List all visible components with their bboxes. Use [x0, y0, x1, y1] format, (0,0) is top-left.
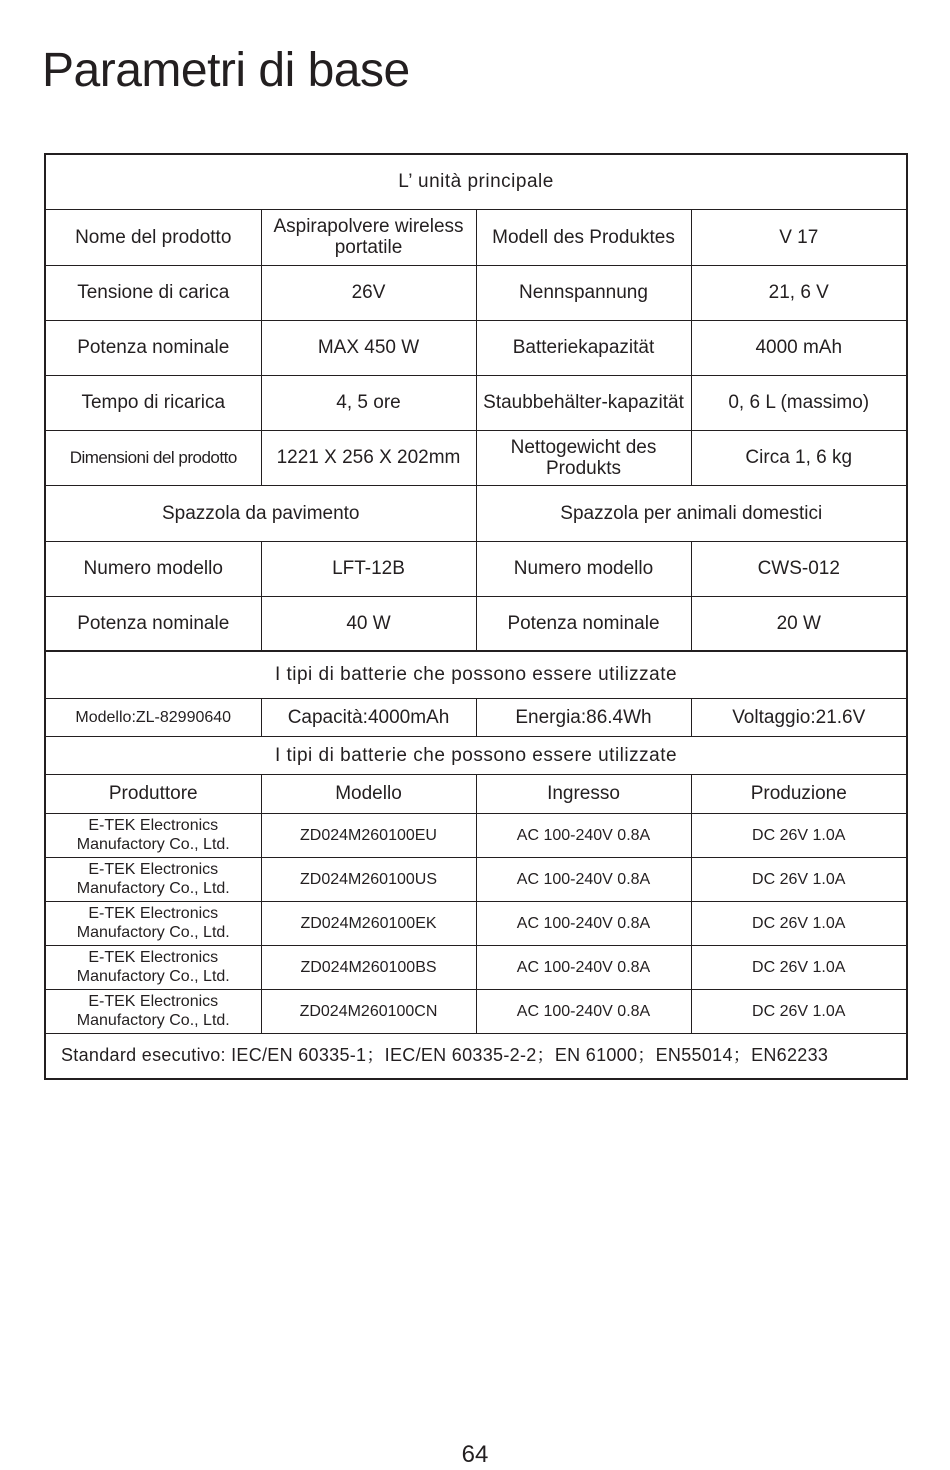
spec-row — [45, 430, 907, 485]
spec-value: 21, 6 V — [691, 265, 907, 320]
column-header: Modello — [261, 774, 476, 813]
spec-row — [45, 596, 907, 651]
battery-energy: Energia:86.4Wh — [476, 698, 691, 736]
standard-row — [45, 1033, 907, 1079]
spec-label: Potenza nominale — [45, 320, 261, 375]
manufacturer-cell: E-TEK Electronics Manufactory Co., Ltd. — [45, 857, 261, 901]
spec-value: 40 W — [261, 596, 476, 651]
spec-label: Tempo di ricarica — [45, 375, 261, 430]
adapter-columns-row — [45, 774, 907, 813]
battery-header: I tipi di batterie che possono essere utilizzate — [45, 651, 907, 698]
input-cell: AC 100-240V 0.8A — [476, 945, 691, 989]
table-row — [45, 813, 907, 857]
spec-value: 4000 mAh — [691, 320, 907, 375]
spec-label: Nennspannung — [476, 265, 691, 320]
spec-label: Numero modello — [476, 541, 691, 596]
table-row — [45, 901, 907, 945]
input-cell: AC 100-240V 0.8A — [476, 901, 691, 945]
output-cell: DC 26V 1.0A — [691, 901, 907, 945]
column-header: Produttore — [45, 774, 261, 813]
brush-header-row — [45, 485, 907, 541]
output-cell: DC 26V 1.0A — [691, 945, 907, 989]
table-row — [45, 989, 907, 1033]
spec-value: V 17 — [691, 209, 907, 265]
spec-label: Staubbehälter-kapazität — [476, 375, 691, 430]
spec-label: Tensione di carica — [45, 265, 261, 320]
column-header: Produzione — [691, 774, 907, 813]
floor-brush-header: Spazzola da pavimento — [45, 485, 476, 541]
manufacturer-cell: E-TEK Electronics Manufactory Co., Ltd. — [45, 989, 261, 1033]
spec-value: Circa 1, 6 kg — [691, 430, 907, 485]
model-cell: ZD024M260100EK — [261, 901, 476, 945]
spec-value: Aspirapolvere wireless portatile — [261, 209, 476, 265]
column-header: Ingresso — [476, 774, 691, 813]
spec-label: Potenza nominale — [45, 596, 261, 651]
spec-label: Nettogewicht des Produkts — [476, 430, 691, 485]
spec-label: Nome del prodotto — [45, 209, 261, 265]
spec-row — [45, 541, 907, 596]
output-cell: DC 26V 1.0A — [691, 857, 907, 901]
spec-value: 0, 6 L (massimo) — [691, 375, 907, 430]
adapter-header: I tipi di batterie che possono essere utilizzate — [45, 736, 907, 774]
spec-label: Potenza nominale — [476, 596, 691, 651]
table-row — [45, 945, 907, 989]
model-cell: ZD024M260100EU — [261, 813, 476, 857]
spec-row — [45, 375, 907, 430]
page-title: Parametri di base — [42, 44, 410, 97]
output-cell: DC 26V 1.0A — [691, 813, 907, 857]
spec-value: CWS-012 — [691, 541, 907, 596]
manufacturer-cell: E-TEK Electronics Manufactory Co., Ltd. — [45, 813, 261, 857]
spec-row — [45, 209, 907, 265]
spec-value: 1221 X 256 X 202mm — [261, 430, 476, 485]
battery-model: Modello:ZL-82990640 — [45, 698, 261, 736]
battery-capacity: Capacità:4000mAh — [261, 698, 476, 736]
spec-label: Dimensioni del prodotto — [45, 430, 261, 485]
table-row — [45, 857, 907, 901]
model-cell: ZD024M260100CN — [261, 989, 476, 1033]
spec-value: 26V — [261, 265, 476, 320]
battery-header-row — [45, 651, 907, 698]
spec-row — [45, 320, 907, 375]
battery-row — [45, 698, 907, 736]
spec-label: Numero modello — [45, 541, 261, 596]
spec-value: 20 W — [691, 596, 907, 651]
spec-value: MAX 450 W — [261, 320, 476, 375]
input-cell: AC 100-240V 0.8A — [476, 813, 691, 857]
manufacturer-cell: E-TEK Electronics Manufactory Co., Ltd. — [45, 901, 261, 945]
input-cell: AC 100-240V 0.8A — [476, 857, 691, 901]
page-number: 64 — [461, 1441, 489, 1468]
battery-voltage: Voltaggio:21.6V — [691, 698, 907, 736]
spec-row — [45, 265, 907, 320]
input-cell: AC 100-240V 0.8A — [476, 989, 691, 1033]
main-unit-header: L’ unità principale — [45, 154, 907, 209]
spec-value: LFT-12B — [261, 541, 476, 596]
model-cell: ZD024M260100BS — [261, 945, 476, 989]
spec-label: Batteriekapazität — [476, 320, 691, 375]
manufacturer-cell: E-TEK Electronics Manufactory Co., Ltd. — [45, 945, 261, 989]
standard-text: Standard esecutivo: IEC/EN 60335-1；IEC/EN 60335-2-2；EN 61000；EN55014；EN62233 — [45, 1033, 907, 1079]
pet-brush-header: Spazzola per animali domestici — [476, 485, 907, 541]
spec-label: Modell des Produktes — [476, 209, 691, 265]
spec-table — [44, 153, 908, 1080]
adapter-header-row — [45, 736, 907, 774]
main-unit-header-row — [45, 154, 907, 209]
output-cell: DC 26V 1.0A — [691, 989, 907, 1033]
model-cell: ZD024M260100US — [261, 857, 476, 901]
spec-value: 4, 5 ore — [261, 375, 476, 430]
